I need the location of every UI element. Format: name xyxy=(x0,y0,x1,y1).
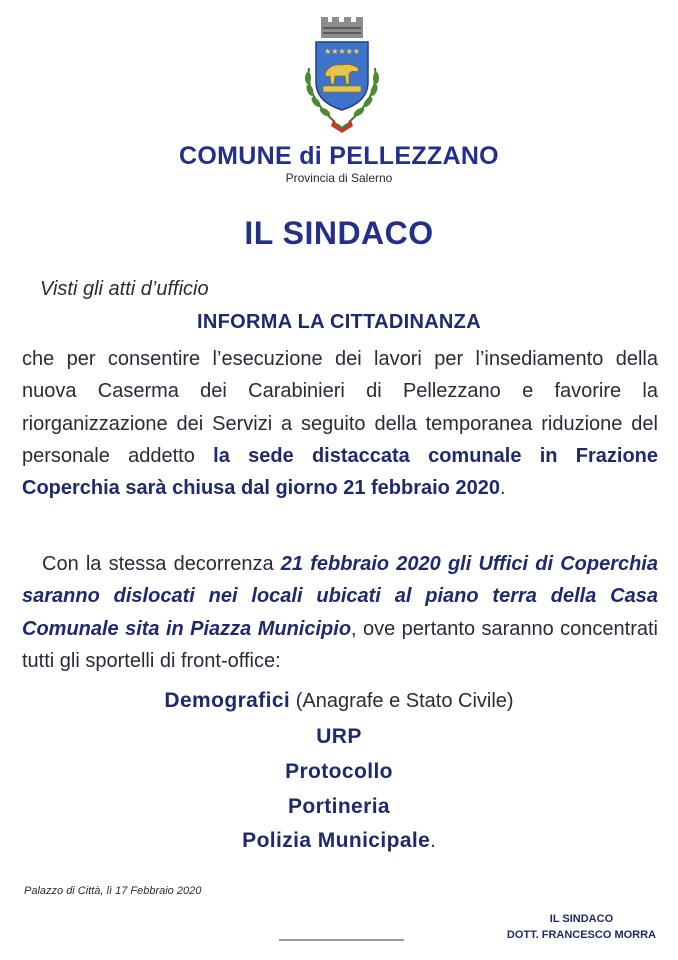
service-portineria-label: Portineria xyxy=(287,795,391,818)
service-urp xyxy=(0,725,678,749)
service-polizia-label: Polizia Municipale xyxy=(242,829,431,852)
service-portineria xyxy=(0,795,678,819)
notice-paragraph-1 xyxy=(22,343,658,504)
visti-line: Visti gli atti d’ufficio xyxy=(40,278,209,300)
informa-heading: INFORMA LA CITTADINANZA xyxy=(197,311,481,333)
paragraph-1-text: che per consentire l’esecuzione dei lavori per l’insediamento della nuova Caserma dei Carabinieri di Pellezzano e favorire la riorganizzazione dei Servizi a seguito della temporanea riduzione del personale addetto xyxy=(22,348,658,467)
paragraph-2-rest: , ove pertanto saranno concentrati tutti gli sportelli di front-office: xyxy=(22,617,659,672)
main-heading: IL SINDACO xyxy=(244,215,434,251)
paragraph-2-bold-italic: 21 febbraio 2020 gli Uffici di Coperchia saranno dislocati nei locali ubicati al piano terra della Casa Comunale sita in Piazza Municipio xyxy=(22,553,658,640)
service-protocollo-label: Protocollo xyxy=(285,760,393,783)
signature-title: IL SINDACO xyxy=(549,913,614,925)
municipality-title: COMUNE di PELLEZZANO xyxy=(179,142,499,170)
paragraph-2-intro: Con la stessa decorrenza xyxy=(42,553,281,575)
notice-paragraph-2 xyxy=(22,548,658,677)
service-demografici-label: Demografici xyxy=(164,689,291,712)
service-protocollo xyxy=(0,760,678,784)
signature-block xyxy=(507,911,656,943)
province-subtitle: Provincia di Salerno xyxy=(285,171,393,185)
paragraph-1-end: . xyxy=(499,477,506,500)
signature-name: DOTT. FRANCESCO MORRA xyxy=(506,929,656,941)
place-date: Palazzo di Città, lì 17 Febbraio 2020 xyxy=(24,885,202,897)
service-demografici xyxy=(0,689,678,713)
service-demografici-note: (Anagrafe e Stato Civile) xyxy=(290,690,514,712)
svg-text:★★★★★: ★★★★★ xyxy=(324,47,360,56)
coat-of-arms-icon xyxy=(299,14,385,138)
service-polizia xyxy=(0,829,678,853)
document-footer-code xyxy=(279,938,404,942)
paragraph-1-bold: la sede distaccata comunale in Frazione Coperchia sarà chiusa dal giorno 21 febbraio 2020 xyxy=(22,444,659,500)
service-urp-label: URP xyxy=(316,725,362,748)
service-polizia-end: . xyxy=(430,830,436,852)
